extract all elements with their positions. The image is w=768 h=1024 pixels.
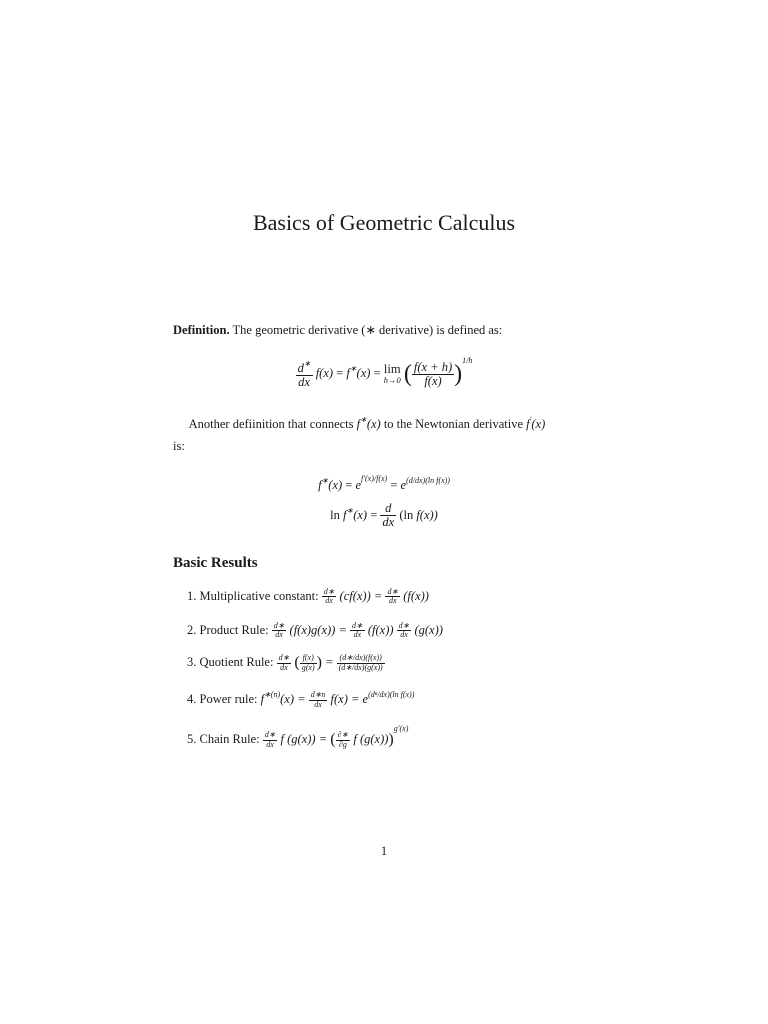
equation-definition: $\frac{d^∗}{dx}$ f(x) = f∗(x) = lim h→0 ( $\frac{f(x + h)}{f(x)}$ )$^{1/h}$ (297, 356, 473, 389)
result-item-chain-rule: 5. Chain Rule: $\frac{d∗}{dx}$ f (g(x)) = ( $\frac{\partial∗}{\partial g}$ f (g(x)))$^{g'(x)}$ (187, 724, 409, 749)
equation-exponential-form: $f^∗(x) = e^{f'(x)/f(x)} = e^{(d/dx)(ln f(x))}$ (318, 474, 450, 492)
definition-label: Definition. (173, 323, 230, 337)
is-line: is: (173, 439, 185, 453)
another-text-b: to the Newtonian derivative (380, 417, 527, 431)
result-item-quotient-rule: 3. Quotient Rule: $\frac{d∗}{dx}$ ( $\frac{f(x)}{g(x)}$ ) = $\frac{(d∗/dx)(f(x))}{(d∗/dx)(g(x))}$ (187, 653, 383, 672)
result-item-product-rule: 2. Product Rule: $\frac{d∗}{dx}$ (f(x)g(x)) = $\frac{d∗}{dx}$ (f(x)) $\frac{d∗}{dx}$ (g(x)) (187, 621, 443, 640)
another-definition-paragraph: Another defiinition that connects f∗(x) to the Newtonian derivative f′(x) (188, 415, 546, 431)
equation-log-form: ln f∗(x) = $\frac{d}{dx}$ (ln f(x)) (330, 501, 438, 530)
section-title-basic-results: Basic Results (173, 555, 258, 571)
definition-paragraph (173, 322, 613, 338)
result-item-power-rule: 4. Power rule: $f^{∗(n)}(x)$ = $\frac{d∗n}{dx}$ $f(x) = e^{(d^n/dx)(ln f(x))}$ (187, 690, 415, 709)
definition-text: The geometric derivative (∗ derivative) is defined as: (232, 323, 503, 337)
another-text-a: Another defiinition that connects (188, 417, 357, 431)
result-item-multiplicative-constant: 1. Multiplicative constant: $\frac{d∗}{dx}$ (cf(x)) = $\frac{d∗}{dx}$ (f(x)) (187, 587, 429, 606)
document-title: Basics of Geometric Calculus (252, 210, 516, 235)
page-number: 1 (380, 844, 388, 858)
